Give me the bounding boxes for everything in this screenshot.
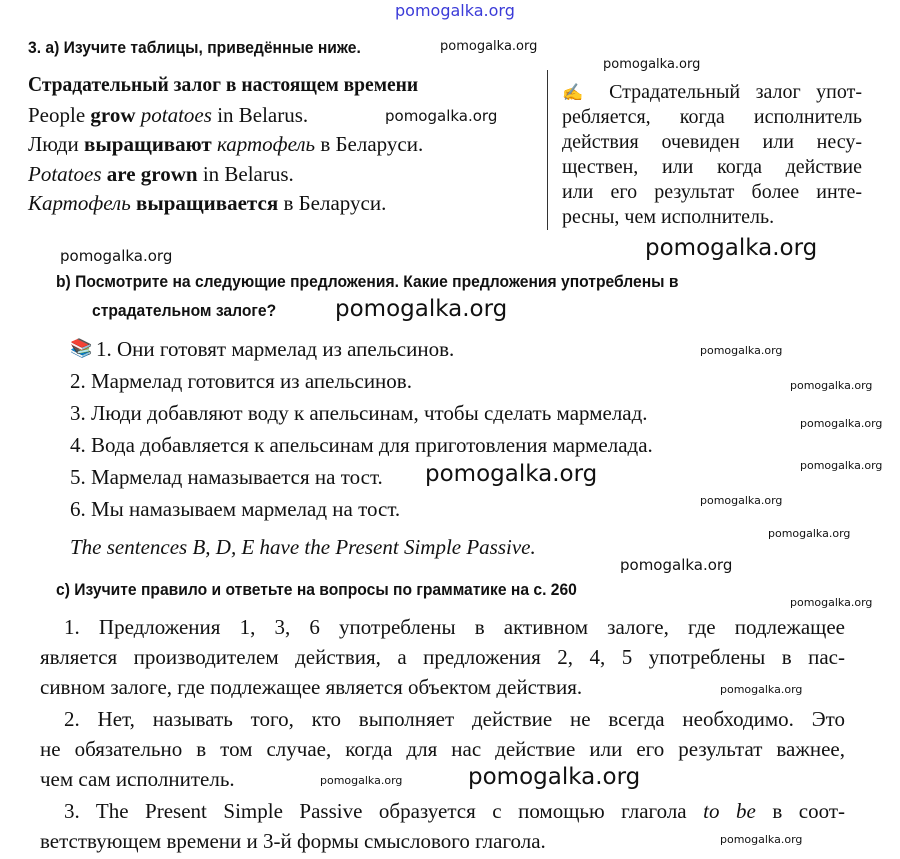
answer-paragraph-3 xyxy=(40,796,845,856)
watermark: pomogalka.org xyxy=(603,57,701,72)
text: не обязательно в том случае, когда для нас действие или его результат важнее, xyxy=(40,737,845,761)
watermark: pomogalka.org xyxy=(425,461,598,487)
watermark: pomogalka.org xyxy=(720,833,803,846)
sentence: 4. Вода добавляется к апельсинам для приготовления мармелада. xyxy=(70,433,653,457)
watermark: pomogalka.org xyxy=(768,527,851,540)
text: является производителем действия, а предложения 2, 4, 5 употреблены в пас- xyxy=(40,645,845,669)
note-box xyxy=(562,80,862,230)
example-line xyxy=(28,162,294,186)
watermark: pomogalka.org xyxy=(645,235,818,261)
watermark: pomogalka.org xyxy=(700,344,783,357)
text: Картофель xyxy=(28,191,131,215)
task-b-heading: b) Посмотрите на следующие предложения. Какие предложения употреблены в xyxy=(56,272,679,291)
task-a-heading: 3. a) Изучите таблицы, приведённые ниже. xyxy=(28,38,361,57)
text: Люди xyxy=(28,132,85,156)
note-line: ресны, чем исполнитель. xyxy=(562,206,775,228)
watermark: pomogalka.org xyxy=(60,247,173,265)
text: to be xyxy=(703,799,756,823)
note-line: действия очевиден или несу- xyxy=(562,131,862,153)
answer-b: The sentences B, D, E have the Present Simple Passive. xyxy=(70,535,536,559)
text: Potatoes xyxy=(28,162,102,186)
watermark: pomogalka.org xyxy=(800,417,883,430)
text: People xyxy=(28,103,91,127)
sentence: 3. Люди добавляют воду к апельсинам, чтобы сделать мармелад. xyxy=(70,401,648,425)
text: in Belarus. xyxy=(197,162,294,186)
sentence: 6. Мы намазываем мармелад на тост. xyxy=(70,497,401,521)
sentence: 2. Мармелад готовится из апельсинов. xyxy=(70,369,412,393)
answer-paragraph-1 xyxy=(40,612,845,702)
watermark: pomogalka.org xyxy=(720,683,803,696)
answer-paragraph-2 xyxy=(40,704,845,794)
text: Страдательный залог упот- xyxy=(609,81,862,103)
task-b-heading-cont: страдательном залоге? xyxy=(92,301,277,320)
note-line: ществен, или когда действие xyxy=(562,156,862,178)
text: 2. Нет, называть того, кто выполняет действие не всегда необходимо. Это xyxy=(64,707,845,731)
watermark: pomogalka.org xyxy=(790,379,873,392)
text: в Беларуси. xyxy=(278,191,387,215)
watermark: pomogalka.org xyxy=(468,764,641,790)
watermark: pomogalka.org xyxy=(620,556,733,574)
note-line xyxy=(562,80,862,105)
text: ветствующем времени и 3-й формы смыслового глагола. xyxy=(40,829,546,853)
text: картофель xyxy=(216,132,316,156)
text: чем сам исполнитель. xyxy=(40,767,235,791)
watermark: pomogalka.org xyxy=(440,39,538,54)
books-icon: 📚 xyxy=(70,338,93,358)
pen-hand-icon: ✍ xyxy=(562,83,594,102)
note-line: ребляется, когда исполнитель xyxy=(562,106,862,128)
watermark: pomogalka.org xyxy=(700,494,783,507)
watermark: pomogalka.org xyxy=(320,774,403,787)
text: в соот- xyxy=(755,799,845,823)
text: выращивается xyxy=(136,191,279,215)
watermark: pomogalka.org xyxy=(395,1,515,20)
note-line: или его результат более инте- xyxy=(562,181,862,203)
sentence: 5. Мармелад намазывается на тост. xyxy=(70,465,383,489)
example-line xyxy=(28,132,423,156)
text: potatoes xyxy=(140,103,212,127)
text: в Беларуси. xyxy=(315,132,424,156)
text: are grown xyxy=(106,162,198,186)
column-divider xyxy=(547,70,548,230)
watermark: pomogalka.org xyxy=(385,107,498,125)
watermark: pomogalka.org xyxy=(335,296,508,322)
text: in Belarus. xyxy=(211,103,309,127)
text xyxy=(40,796,845,826)
text: выращивают xyxy=(84,132,212,156)
text: 3. The Present Simple Passive образуется с помощью глагола xyxy=(64,799,704,823)
example-line xyxy=(28,191,386,215)
watermark: pomogalka.org xyxy=(800,459,883,472)
table-title: Страдательный залог в настоящем времени xyxy=(28,72,419,96)
text: grow xyxy=(90,103,136,127)
task-c-heading: c) Изучите правило и ответьте на вопросы по грамматике на с. 260 xyxy=(56,580,577,599)
watermark: pomogalka.org xyxy=(790,596,873,609)
text: сивном залоге, где подлежащее является объектом действия. xyxy=(40,675,583,699)
text: 1. Предложения 1, 3, 6 употреблены в активном залоге, где подлежащее xyxy=(64,615,845,639)
sentence: 1. Они готовят мармелад из апельсинов. xyxy=(96,337,455,361)
example-line xyxy=(28,103,308,127)
